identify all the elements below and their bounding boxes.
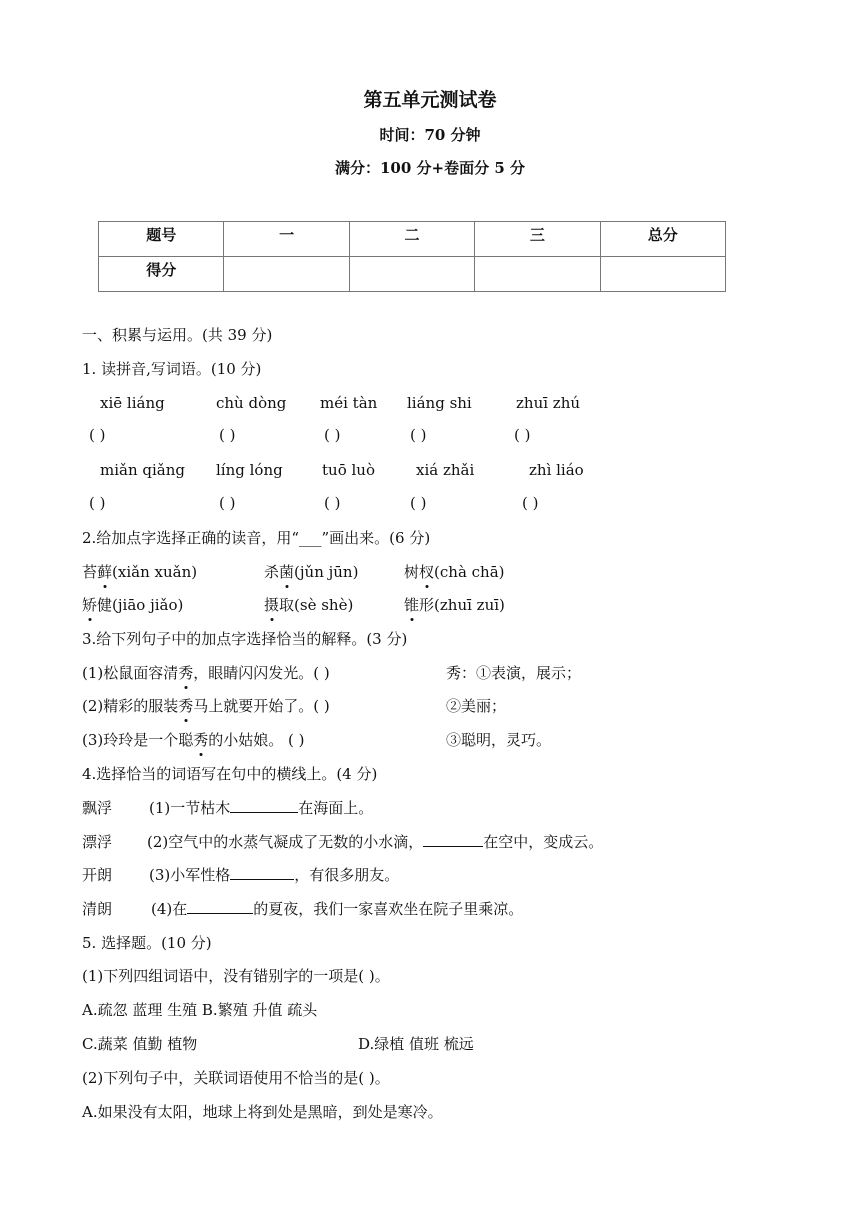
word-option: 清朗	[82, 900, 113, 918]
reading-item: 杀菌(jǔn jūn)	[264, 563, 359, 581]
sentence: (4)在 的夏夜，我们一家喜欢坐在院子里乘凉。	[151, 900, 524, 918]
answer-blank[interactable]: ( )	[410, 494, 427, 512]
question-title: 4.选择恰当的词语写在句中的横线上。(4 分)	[82, 765, 378, 783]
page-title: 第五单元测试卷	[363, 89, 497, 111]
pinyin: liáng shi	[407, 394, 472, 412]
definition: ②美丽；	[446, 697, 507, 715]
pinyin: xiá zhǎi	[416, 461, 475, 479]
sentence: (2)精彩的服装秀马上就要开始了。( )	[82, 697, 330, 715]
reading-item: 树杈(chà chā)	[404, 563, 505, 581]
score-cell[interactable]	[349, 257, 474, 292]
sentence: (3)玲玲是一个聪秀的小姑娘。 ( )	[82, 731, 305, 749]
dotted-char: 秀	[193, 731, 209, 749]
reading-item: 摄取(sè shè)	[264, 596, 354, 614]
sentence: (3)小军性格 ，有很多朋友。	[149, 866, 400, 884]
choice-option[interactable]: A.如果没有太阳，地球上将到处是黑暗，到处是寒冷。	[82, 1103, 443, 1121]
dotted-char: 秀	[178, 697, 194, 715]
answer-blank[interactable]: ( )	[219, 494, 236, 512]
choice-option[interactable]: D.绿植 值班 梳远	[358, 1035, 474, 1053]
pinyin: xiē liáng	[100, 394, 165, 412]
score-cell[interactable]	[475, 257, 600, 292]
pinyin: tuō luò	[322, 461, 375, 479]
pinyin: miǎn qiǎng	[100, 461, 185, 479]
table-cell: 得分	[99, 257, 224, 292]
answer-blank[interactable]: ( )	[89, 426, 106, 444]
table-cell: 题号	[99, 222, 224, 257]
score-table-header-row	[99, 222, 726, 257]
pinyin: méi tàn	[320, 394, 378, 412]
reading-item: 锥形(zhuī zuī)	[404, 596, 505, 614]
dotted-char: 锥	[404, 596, 420, 614]
dotted-char: 藓	[97, 563, 113, 581]
fill-blank[interactable]	[187, 899, 253, 914]
score-table-score-row	[99, 257, 726, 292]
answer-blank[interactable]: ( )	[89, 494, 106, 512]
definition: 秀：①表演，展示；	[446, 664, 582, 682]
pinyin: zhuī zhú	[516, 394, 581, 412]
sentence: (1)一节枯木 在海面上。	[149, 799, 374, 817]
time-limit: 时间：70 分钟	[379, 126, 481, 144]
score-table	[98, 221, 726, 292]
reading-item: 矫健(jiāo jiǎo)	[82, 596, 184, 614]
reading-item: 苔藓(xiǎn xuǎn)	[82, 563, 198, 581]
sub-question[interactable]: (2)下列句子中，关联词语使用不恰当的是( )。	[82, 1069, 390, 1087]
table-cell: 二	[349, 222, 474, 257]
choice-options[interactable]: A.疏忽 蓝理 生殖 B.繁殖 升值 疏头	[82, 1001, 318, 1019]
word-option: 飘浮	[82, 799, 113, 817]
table-cell: 一	[224, 222, 349, 257]
pinyin: líng lóng	[216, 461, 283, 479]
answer-blank[interactable]: ( )	[324, 494, 341, 512]
score-cell[interactable]	[600, 257, 725, 292]
sub-question[interactable]: (1)下列四组词语中，没有错别字的一项是( )。	[82, 967, 390, 985]
sentence: (2)空气中的水蒸气凝成了无数的小水滴， 在空中，变成云。	[147, 833, 604, 851]
answer-blank[interactable]: ( )	[219, 426, 236, 444]
definition: ③聪明，灵巧。	[446, 731, 552, 749]
dotted-char: 矫	[82, 596, 98, 614]
answer-blank[interactable]: ( )	[522, 494, 539, 512]
question-title: 3.给下列句子中的加点字选择恰当的解释。(3 分)	[82, 630, 408, 648]
fill-blank[interactable]	[230, 865, 294, 880]
dotted-char: 摄	[264, 596, 280, 614]
dotted-char: 杈	[419, 563, 435, 581]
dotted-char: 秀	[178, 664, 194, 682]
word-option: 漂浮	[82, 833, 113, 851]
table-cell: 总分	[600, 222, 725, 257]
dotted-char: 菌	[279, 563, 295, 581]
sentence: (1)松鼠面容清秀，眼睛闪闪发光。( )	[82, 664, 330, 682]
answer-blank[interactable]: ( )	[324, 426, 341, 444]
fill-blank[interactable]	[423, 832, 483, 847]
question-title: 5. 选择题。(10 分)	[82, 934, 212, 952]
question-title: 2.给加点字选择正确的读音，用“___”画出来。(6 分)	[82, 529, 431, 547]
section-heading: 一、积累与运用。(共 39 分)	[82, 326, 273, 344]
fill-blank[interactable]	[230, 798, 298, 813]
answer-blank[interactable]: ( )	[514, 426, 531, 444]
full-score: 满分：100 分+卷面分 5 分	[335, 159, 525, 177]
answer-blank[interactable]: ( )	[410, 426, 427, 444]
word-option: 开朗	[82, 866, 113, 884]
table-cell: 三	[475, 222, 600, 257]
choice-option[interactable]: C.蔬菜 值勤 植物	[82, 1035, 198, 1053]
pinyin: chù dòng	[216, 394, 287, 412]
score-cell[interactable]	[224, 257, 349, 292]
question-title: 1. 读拼音,写词语。(10 分)	[82, 360, 262, 378]
pinyin: zhì liáo	[529, 461, 584, 479]
